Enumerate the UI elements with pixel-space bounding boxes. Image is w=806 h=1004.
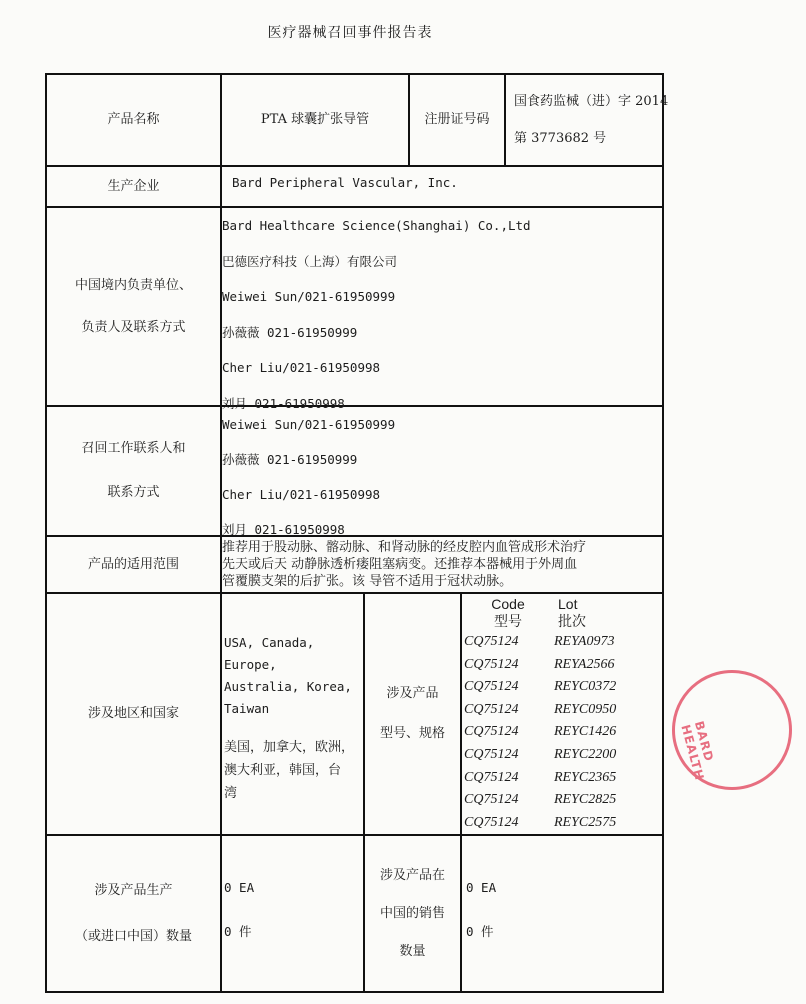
domestic-unit-line: 刘月 021-61950998 [222,395,345,411]
registration-value-cell [506,75,669,167]
model-lot: REYC2825 [554,792,617,808]
model-row [464,744,616,767]
model-row [464,721,616,744]
domestic-unit-value-cell [222,208,664,411]
recall-contact-value-cell [222,407,664,537]
model-code: CQ75124 [464,656,519,672]
regions-label: 涉及地区和国家 [87,706,179,721]
models-value-cell [462,594,664,836]
region-en-line: USA, Canada, [224,635,315,650]
model-code: CQ75124 [464,792,519,808]
code-header-zh: 型号 [494,613,522,629]
model-row [464,654,616,677]
model-code: CQ75124 [464,724,519,740]
domestic-unit-label-cell [47,208,222,407]
production-qty-value-line2: 0 件 [224,924,252,939]
registration-value-line2: 第 3773682 号 [514,131,607,146]
recall-contact-line: 刘月 021-61950998 [222,522,345,537]
sales-qty-value-cell [462,836,664,993]
regions-label-cell [47,594,222,836]
models-label-cell [365,594,462,836]
product-name-label: 产品名称 [107,112,160,127]
model-row [464,812,616,835]
scope-label: 产品的适用范围 [87,556,179,572]
model-code: CQ75124 [464,634,519,649]
product-name-value: PTA 球囊扩张导管 [260,112,370,127]
model-row [464,676,616,699]
production-qty-label-line2: （或进口中国）数量 [74,928,192,944]
recall-contact-label-line1: 召回工作联系人和 [81,441,186,456]
model-code: CQ75124 [464,679,519,695]
sales-qty-value-line1: 0 EA [466,880,497,895]
model-lot: REYC2365 [554,769,617,785]
domestic-unit-label-line1: 中国境内负责单位、 [74,277,192,293]
lot-header-zh: 批次 [558,613,586,629]
model-code: CQ75124 [464,701,519,717]
model-code: CQ75124 [464,746,519,762]
domestic-unit-line: Bard Healthcare Science(Shanghai) Co.,Ltd [222,218,531,233]
company-seal [659,657,806,804]
sales-qty-label-line3: 数量 [399,943,426,959]
page-title: 医疗器械召回事件报告表 [267,25,433,41]
model-lot: REYC0950 [554,701,617,717]
domestic-unit-line: 巴德医疗科技（上海）有限公司 [222,253,398,269]
production-qty-value-cell [222,836,365,993]
model-lot: REYC2200 [554,746,617,762]
region-zh-line: 澳大利亚，韩国，台 [224,763,342,778]
product-name-value-cell [222,75,410,167]
model-row [464,789,616,812]
scope-value-cell [222,537,664,594]
lot-header-en: Lot [558,596,578,612]
manufacturer-value-cell [222,167,664,208]
scope-line: 推荐用于股动脉、髂动脉、和肾动脉的经皮腔内血管成形术治疗 [222,540,587,555]
model-lot: REYA0973 [554,634,615,649]
region-zh-line: 美国，加拿大，欧洲， [224,740,355,755]
code-header-en: Code [491,596,525,612]
region-zh-line: 湾 [224,786,238,801]
scope-label-cell [47,537,222,594]
region-en-line: Europe, [224,657,277,672]
model-lot: REYC0372 [554,679,617,695]
models-label-line1: 涉及产品 [386,686,439,701]
sales-qty-label-line2: 中国的销售 [379,905,445,921]
scope-line: 管覆膜支架的后扩张。该 导管不适用于冠状动脉。 [222,574,513,589]
production-qty-value-line1: 0 EA [224,880,255,895]
domestic-unit-label-line2: 负责人及联系方式 [81,319,186,335]
region-en-line: Taiwan [224,701,270,716]
model-row [464,631,616,654]
model-code: CQ75124 [464,769,519,785]
scope-line: 先天或后天 动静脉透析瘘阻塞病变。还推荐本器械用于外周血 [222,557,578,572]
sales-qty-label-line1: 涉及产品在 [379,867,445,883]
model-row [464,699,616,722]
manufacturer-label-cell [47,167,222,208]
seal-text: BARD HEALTH [678,719,717,783]
recall-contact-line: Cher Liu/021-61950998 [222,487,381,502]
recall-contact-line: 孙薇薇 021-61950999 [222,452,358,467]
recall-contact-label-line2: 联系方式 [107,485,160,500]
model-row [464,767,616,790]
regions-value-cell [222,594,365,836]
domestic-unit-line: 孙薇薇 021-61950999 [222,324,358,340]
registration-label-cell [410,75,506,167]
model-lot: REYC2575 [554,814,617,830]
production-qty-label-line1: 涉及产品生产 [94,882,173,898]
product-name-label-cell [47,75,222,167]
registration-label: 注册证号码 [424,112,490,127]
sales-qty-value-line2: 0 件 [466,924,494,939]
registration-value-line1: 国食药监械（进）字 2014 [514,94,669,109]
recall-report-table [45,73,669,993]
model-lot: REYA2566 [554,656,615,672]
manufacturer-label: 生产企业 [107,178,160,194]
region-en-line: Australia, Korea, [224,679,352,694]
recall-contact-line: Weiwei Sun/021-61950999 [222,417,396,432]
production-qty-label-cell [47,836,222,993]
domestic-unit-line: Weiwei Sun/021-61950999 [222,289,396,304]
manufacturer-value: Bard Peripheral Vascular, Inc. [232,175,458,190]
recall-contact-label-cell [47,407,222,537]
model-code: CQ75124 [464,814,519,830]
model-lot: REYC1426 [554,724,617,740]
models-label-line2: 型号、规格 [379,726,445,741]
domestic-unit-line: Cher Liu/021-61950998 [222,360,381,375]
sales-qty-label-cell [365,836,462,993]
